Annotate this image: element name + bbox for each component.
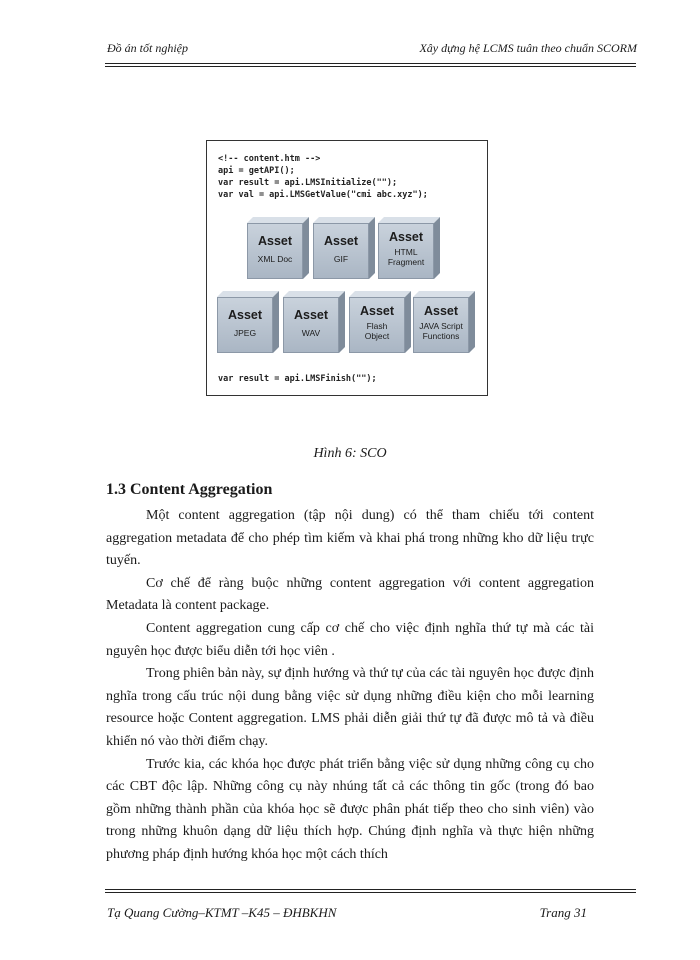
code-line: var result = api.LMSInitialize(""); bbox=[218, 178, 398, 188]
asset-label-2: Object bbox=[364, 331, 390, 341]
code-line: <!-- content.htm --> bbox=[218, 154, 321, 164]
asset-label-2: Fragment bbox=[387, 257, 425, 267]
asset-label: GIF bbox=[333, 254, 349, 264]
asset-title: Asset bbox=[423, 304, 459, 318]
header-right-title: Xây dựng hệ LCMS tuân theo chuẩn SCORM bbox=[419, 41, 637, 55]
asset-cube-xml-doc bbox=[247, 217, 309, 279]
footer-rule-thin bbox=[105, 889, 636, 890]
header-left-title: Đồ án tốt nghiệp bbox=[107, 41, 188, 55]
paragraph: Cơ chế để ràng buộc những content aggregation với content aggregation Metadata là content package. bbox=[106, 575, 594, 614]
asset-label: WAV bbox=[301, 328, 321, 338]
paragraph: Trong phiên bản này, sự định hướng và thứ tự của các tài nguyên học được định nghĩa trong cấu trúc nội dung bằng việc sử dụng những điều kiện cho mỗi learning resource hoặc Content aggregation. LMS phải diễn giải thứ tự đã được mô tả và điều khiển nó vào thời điểm chạy. bbox=[106, 666, 594, 749]
footer-rule bbox=[105, 892, 636, 893]
asset-label: XML Doc bbox=[257, 254, 293, 264]
asset-cube-wav bbox=[283, 291, 345, 353]
asset-cube-html-fragment bbox=[378, 217, 440, 279]
asset-label: JPEG bbox=[233, 328, 257, 338]
figure-caption: Hình 6: SCO bbox=[313, 446, 387, 461]
section-heading: 1.3 Content Aggregation bbox=[106, 481, 273, 498]
asset-label: JAVA Script bbox=[419, 321, 463, 331]
code-line: var val = api.LMSGetValue("cmi abc.xyz"); bbox=[218, 190, 428, 200]
asset-label: HTML bbox=[394, 247, 418, 257]
paragraph: Content aggregation cung cấp cơ chế cho việc định nghĩa thứ tự mà các tài nguyên học được biểu diễn tới học viên . bbox=[106, 620, 594, 659]
asset-title: Asset bbox=[227, 308, 263, 322]
header-rule bbox=[105, 63, 636, 64]
asset-title: Asset bbox=[359, 304, 395, 318]
paragraph: Trước kia, các khóa học được phát triển bằng việc sử dụng những công cụ cho các CBT độc lập. Những công cụ này nhúng tất cả các thông tin gốc (trong đó bao gồm những thành phần của khóa học sẽ được phân phát tiếp theo cho sinh viên) vào trong những khuôn dạng dữ liệu thích hợp. Chúng định nghĩa và thực hiện những phương pháp định hướng khóa học một cách thích bbox=[106, 756, 594, 862]
code-line: api = getAPI(); bbox=[218, 166, 295, 176]
asset-label: Flash bbox=[366, 321, 388, 331]
paragraph: Một content aggregation (tập nội dung) có thể tham chiếu tới content aggregation metadata để cho phép tìm kiếm và khai phá trong những kho dữ liệu trực tuyến. bbox=[106, 508, 594, 569]
body-text bbox=[106, 505, 594, 867]
asset-cube-gif bbox=[313, 217, 375, 279]
footer-author: Tạ Quang Cường–KTMT –K45 – ĐHBKHN bbox=[107, 905, 337, 920]
header-rule-thin bbox=[105, 66, 636, 67]
asset-title: Asset bbox=[388, 230, 424, 244]
asset-title: Asset bbox=[323, 234, 359, 248]
sco-figure bbox=[206, 140, 488, 396]
asset-cube-flash-object bbox=[349, 291, 411, 353]
asset-cube-jpeg bbox=[217, 291, 279, 353]
asset-label-2: Functions bbox=[422, 331, 460, 341]
code-line-finish: var result = api.LMSFinish(""); bbox=[218, 374, 377, 384]
asset-cube-javascript-functions bbox=[413, 291, 475, 353]
page-number: Trang 31 bbox=[539, 905, 587, 920]
asset-title: Asset bbox=[257, 234, 293, 248]
asset-title: Asset bbox=[293, 308, 329, 322]
